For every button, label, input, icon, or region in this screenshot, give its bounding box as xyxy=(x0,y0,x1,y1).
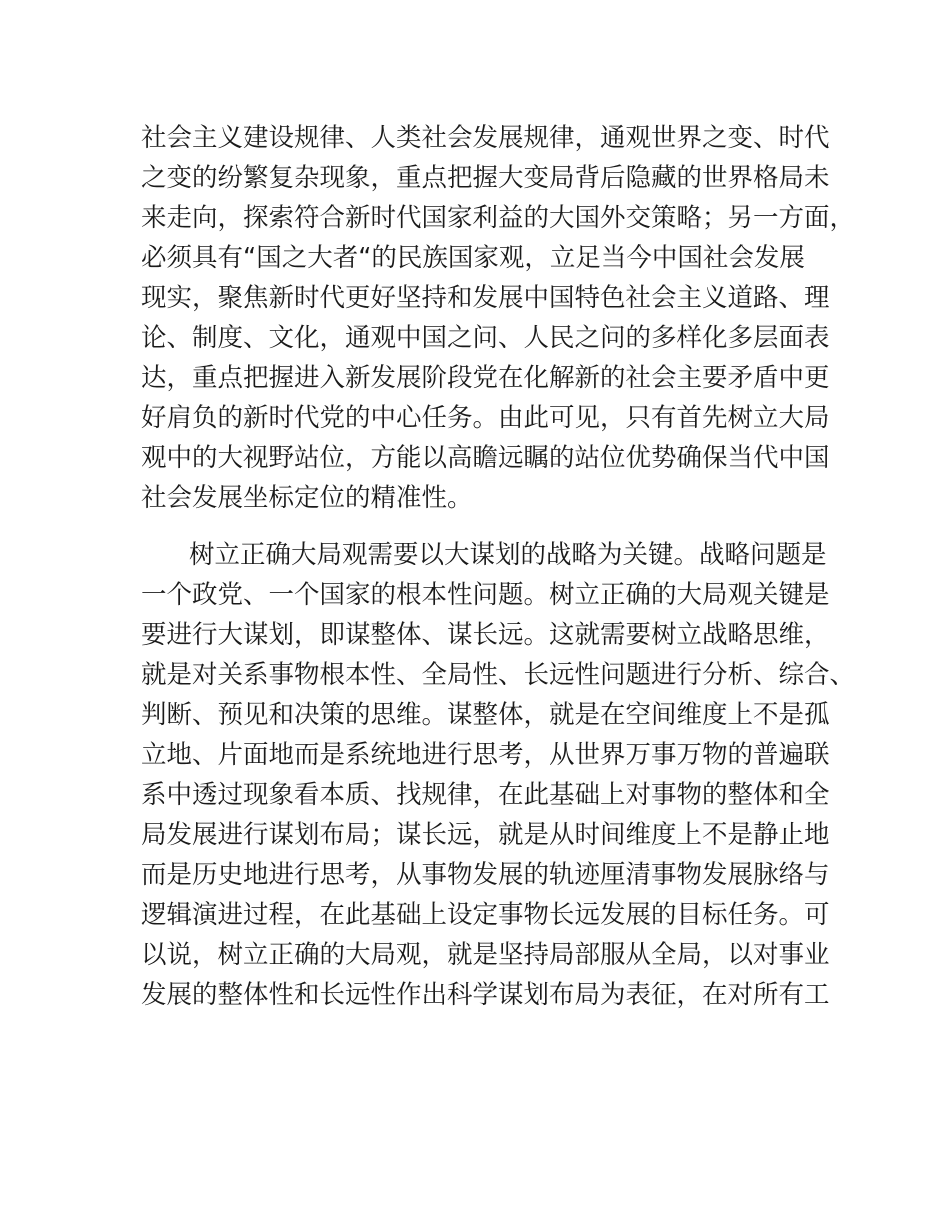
text-line: 社会发展坐标定位的精准性。 xyxy=(141,483,473,513)
text-line: 而是历史地进行思考，从事物发展的轨迹厘清事物发展脉络与 xyxy=(141,860,830,890)
paragraph-gap xyxy=(141,518,841,535)
text-line: 系中透过现象看本质、找规律，在此基础上对事物的整体和全 xyxy=(141,780,830,810)
text-line: 发展的整体性和长远性作出科学谋划布局为表征，在对所有工 xyxy=(141,980,830,1010)
text-line: 立地、片面地而是系统地进行思考，从世界万事万物的普遍联 xyxy=(141,740,830,770)
text-line: 判断、预见和决策的思维。谋整体，就是在空间维度上不是孤 xyxy=(141,700,830,730)
text-line: 逻辑演进过程，在此基础上设定事物长远发展的目标任务。可 xyxy=(141,900,830,930)
text-line: 社会主义建设规律、人类社会发展规律，通观世界之变、时代 xyxy=(141,123,830,153)
text-line: 好肩负的新时代党的中心任务。由此可见，只有首先树立大局 xyxy=(141,403,830,433)
text-line: 以说，树立正确的大局观，就是坚持局部服从全局，以对事业 xyxy=(141,940,830,970)
text-line-indented: 树立正确大局观需要以大谋划的战略为关键。战略问题是 xyxy=(189,540,827,570)
paragraph-2 xyxy=(141,535,856,1015)
text-line: 现实，聚焦新时代更好坚持和发展中国特色社会主义道路、理 xyxy=(141,283,830,313)
text-line: 就是对关系事物根本性、全局性、长远性问题进行分析、综合、 xyxy=(141,660,856,690)
text-line: 必须具有“国之大者“的民族国家观，立足当今中国社会发展 xyxy=(141,243,805,273)
paragraph-1 xyxy=(141,118,856,518)
text-line: 论、制度、文化，通观中国之问、人民之问的多样化多层面表 xyxy=(141,323,830,353)
text-line: 局发展进行谋划布局；谋长远，就是从时间维度上不是静止地 xyxy=(141,820,830,850)
text-line: 之变的纷繁复杂现象，重点把握大变局背后隐藏的世界格局未 xyxy=(141,163,830,193)
text-line: 达，重点把握进入新发展阶段党在化解新的社会主要矛盾中更 xyxy=(141,363,830,393)
text-line: 来走向，探索符合新时代国家利益的大国外交策略；另一方面， xyxy=(141,203,856,233)
text-line: 要进行大谋划，即谋整体、谋长远。这就需要树立战略思维， xyxy=(141,620,830,650)
text-line: 观中的大视野站位，方能以高瞻远瞩的站位优势确保当代中国 xyxy=(141,443,830,473)
document-body xyxy=(141,118,856,1015)
text-line: 一个政党、一个国家的根本性问题。树立正确的大局观关键是 xyxy=(141,580,830,610)
